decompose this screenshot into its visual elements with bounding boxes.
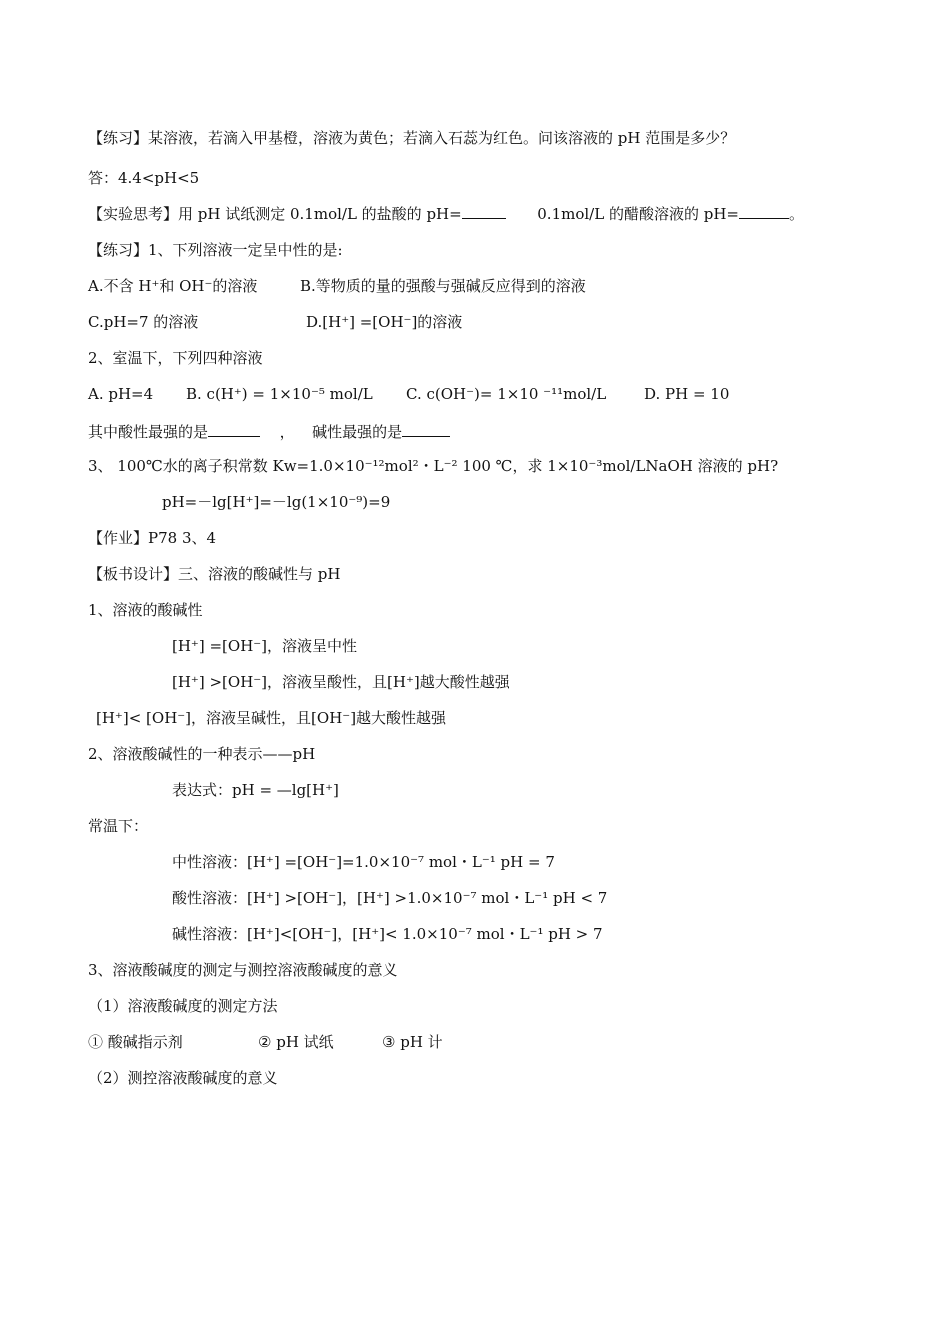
neutral-condition: [H⁺] =[OH⁻]，溶液呈中性 [172,637,358,655]
neutral-solution: 中性溶液：[H⁺] =[OH⁻]=1.0×10⁻⁷ mol・L⁻¹ pH = 7 [172,853,555,871]
answer-blank-acetic [739,204,789,219]
exercise-question-2: 【练习】1、下列溶液一定呈中性的是: [88,241,343,259]
board-design-title: 【板书设计】三、溶液的酸碱性与 pH [88,565,341,583]
answer-blank-hcl [462,204,506,219]
acidic-solution: 酸性溶液：[H⁺] >[OH⁻]，[H⁺] >1.0×10⁻⁷ mol・L⁻¹ pH < 7 [172,889,608,907]
exercise-question-1: 【练习】某溶液，若滴入甲基橙，溶液为黄色；若滴入石蕊为红色。问该溶液的 pH 范围是多少？ [88,129,736,147]
choice-d: D. PH = 10 [644,385,730,403]
section-2-title: 2、溶液酸碱性的一种表示——pH [88,745,316,763]
option-d: D.[H⁺] =[OH⁻]的溶液 [306,313,463,331]
strongest-question [88,422,450,442]
choice-b: B. c(H⁺) = 1×10⁻⁵ mol/L [186,385,373,403]
section-3-title: 3、溶液酸碱度的测定与测控溶液酸碱度的意义 [88,961,398,979]
option-a: A.不含 H⁺和 OH⁻的溶液 [88,277,258,295]
basic-condition: [H⁺]< [OH⁻]，溶液呈碱性，且[OH⁻]越大酸性越强 [96,709,447,727]
answer-1: 答：4.4<pH<5 [88,169,200,187]
method-ph-meter: ③ pH 计 [382,1033,443,1051]
comma: ， [279,423,295,441]
answer-blank-acid [208,422,260,437]
question-2-title: 2、室温下，下列四种溶液 [88,349,263,367]
question-3: 3、 100℃水的离子积常数 Kw=1.0×10⁻¹²mol²・L⁻² 100 ℃，求 1×10⁻³mol/LNaOH 溶液的 pH? [88,457,779,475]
room-temperature: 常温下： [88,817,149,835]
experiment-text-b: 0.1mol/L 的醋酸溶液的 pH= [537,205,739,223]
method-indicator: ① 酸碱指示剂 [88,1033,183,1051]
ph-expression: 表达式：pH = —lg[H⁺] [172,781,339,799]
section-1-title: 1、溶液的酸碱性 [88,601,203,619]
experiment-text-c: 。 [788,205,804,223]
option-b: B.等物质的量的强酸与强碱反应得到的溶液 [300,277,586,295]
acidic-condition: [H⁺] >[OH⁻]，溶液呈酸性，且[H⁺]越大酸性越强 [172,673,510,691]
question-3-solution: pH=－lg[H⁺]=－lg(1×10⁻⁹)=9 [162,493,391,511]
strongest-base-label: 碱性最强的是 [312,423,403,441]
basic-solution: 碱性溶液：[H⁺]<[OH⁻]，[H⁺]< 1.0×10⁻⁷ mol・L⁻¹ pH > 7 [172,925,603,943]
experiment-text-a: 【实验思考】用 pH 试纸测定 0.1mol/L 的盐酸的 pH= [88,205,462,223]
experiment-thinking [88,204,804,224]
strongest-acid-label: 其中酸性最强的是 [88,423,209,441]
method-ph-paper: ② pH 试纸 [258,1033,334,1051]
homework: 【作业】P78 3、4 [88,529,217,547]
subsection-2-title: （2）测控溶液酸碱度的意义 [88,1069,278,1087]
option-c: C.pH=7 的溶液 [88,313,199,331]
choice-c: C. c(OH⁻)= 1×10 ⁻¹¹mol/L [406,385,607,403]
answer-blank-base [402,422,450,437]
subsection-1-title: （1）溶液酸碱度的测定方法 [88,997,278,1015]
choice-a: A. pH=4 [88,385,154,403]
